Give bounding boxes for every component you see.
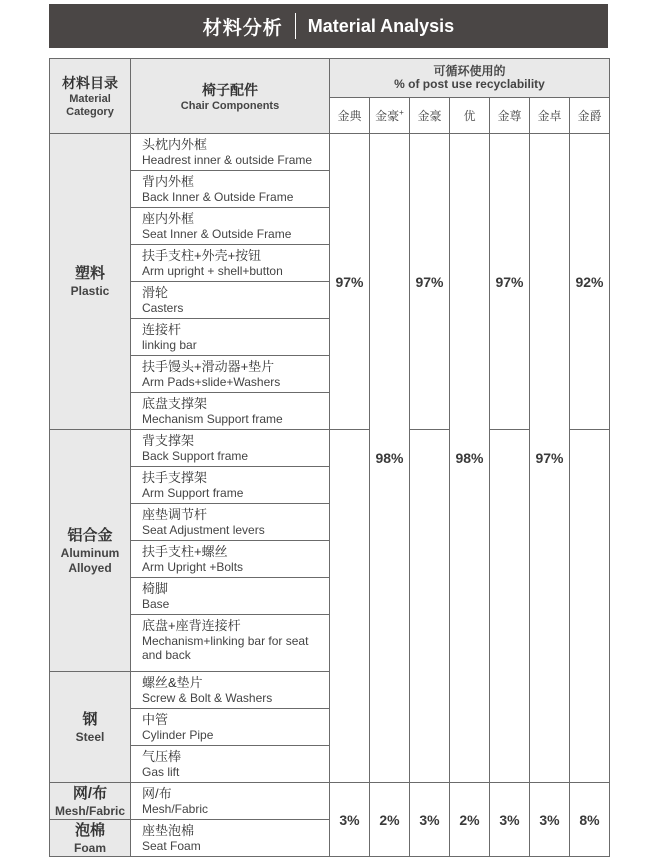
brand-5: 金尊 [490, 98, 530, 134]
component-row [131, 356, 330, 393]
pct2-brand-1: 3% [330, 783, 370, 857]
component-zh: 扶手支柱+外壳+按钮 [142, 248, 262, 263]
component-zh: 气压棒 [142, 749, 182, 764]
component-row [131, 578, 330, 615]
component-en: Arm upright + shell+button [142, 264, 283, 278]
category-foam-zh: 泡棉 [74, 821, 105, 839]
component-en: Seat Foam [142, 839, 201, 853]
pct2-brand-5: 3% [490, 783, 530, 857]
category-aluminum-en-2: Alloyed [68, 560, 112, 575]
category-mesh-en: Mesh/Fabric [54, 803, 126, 818]
header-category-en-2: Category [66, 106, 114, 118]
category-steel-en: Steel [75, 729, 105, 744]
component-en: Mechanism Support frame [142, 412, 283, 426]
component-zh: 背支撑架 [142, 433, 195, 448]
pct2-brand-4: 2% [450, 783, 490, 857]
component-en: and back [142, 648, 191, 662]
component-en: Back Inner & Outside Frame [142, 190, 294, 204]
category-plastic-en: Plastic [70, 284, 110, 298]
component-en: Arm Pads+slide+Washers [142, 375, 281, 389]
component-zh: 连接杆 [142, 322, 182, 337]
category-mesh [50, 783, 131, 820]
header-category [50, 59, 131, 134]
header-recycle-en: % of post use recyclability [394, 77, 545, 91]
header-category-en-1: Material [69, 93, 111, 105]
component-en: Seat Adjustment levers [142, 523, 265, 537]
pct2-brand-2: 2% [370, 783, 410, 857]
header-category-zh: 材料目录 [62, 75, 118, 91]
component-row [131, 430, 330, 467]
component-row [131, 282, 330, 319]
component-en: Arm Upright +Bolts [142, 560, 244, 574]
pct-brand-3: 97% [410, 134, 450, 430]
category-foam-en: Foam [73, 840, 106, 855]
component-row [131, 319, 330, 356]
component-en: linking bar [142, 338, 197, 352]
pct-brand-5: 97% [490, 134, 530, 430]
component-en: Casters [142, 301, 184, 315]
brand-6: 金卓 [530, 98, 570, 134]
title-bar [49, 4, 608, 48]
component-zh: 扶手馒头+滑动器+垫片 [142, 359, 275, 374]
material-analysis-table [49, 58, 610, 857]
pct-brand-1: 97% [330, 134, 370, 430]
category-mesh-zh: 网/布 [72, 784, 108, 802]
pct-brand-2: 98% [370, 134, 410, 783]
category-aluminum-en-1: Aluminum [60, 545, 120, 560]
component-zh: 滑轮 [142, 285, 169, 300]
component-row [131, 504, 330, 541]
component-en: Gas lift [142, 765, 180, 779]
category-plastic-zh: 塑料 [74, 265, 105, 282]
component-zh: 头枕内外框 [142, 137, 208, 152]
component-zh: 座内外框 [142, 211, 195, 226]
component-row [131, 393, 330, 430]
header-recycle-zh: 可循环使用的 [433, 64, 506, 78]
pct-brand-5-cont [490, 430, 530, 783]
pct2-brand-6: 3% [530, 783, 570, 857]
category-plastic [50, 134, 131, 430]
component-zh: 座垫泡棉 [142, 823, 195, 838]
pct-brand-7-cont [570, 430, 610, 783]
pct2-brand-3: 3% [410, 783, 450, 857]
header-recyclability [330, 59, 610, 98]
category-aluminum-zh: 铝合金 [67, 526, 113, 544]
brand-7: 金爵 [570, 98, 610, 134]
brand-2 [370, 98, 410, 134]
pct-brand-1-cont [330, 430, 370, 783]
pct-brand-4: 98% [450, 134, 490, 783]
brand-2-sup: + [399, 108, 404, 117]
pct-brand-7: 92% [570, 134, 610, 430]
component-en: Seat Inner & Outside Frame [142, 227, 292, 241]
brand-1: 金典 [330, 98, 370, 134]
component-zh: 底盘+座背连接杆 [142, 618, 241, 633]
component-en: Cylinder Pipe [142, 728, 214, 742]
brand-2-label: 金豪 [375, 109, 400, 123]
component-en: Screw & Bolt & Washers [142, 691, 273, 705]
component-en: Mesh/Fabric [142, 802, 209, 816]
component-row [131, 467, 330, 504]
title-zh: 材料分析 [202, 17, 283, 39]
component-row [131, 820, 330, 857]
brand-4: 优 [450, 98, 490, 134]
title-en: Material Analysis [307, 15, 455, 36]
component-en: Back Support frame [142, 449, 249, 463]
component-row [131, 134, 330, 171]
pct-brand-3-cont [410, 430, 450, 783]
category-steel-zh: 钢 [82, 710, 98, 728]
pct2-brand-7: 8% [570, 783, 610, 857]
component-zh: 网/布 [142, 786, 172, 801]
component-row [131, 783, 330, 820]
category-steel [50, 672, 131, 783]
component-row [131, 709, 330, 746]
component-zh: 座垫调节杆 [142, 507, 208, 522]
header-component-en: Chair Components [180, 99, 280, 112]
component-zh: 扶手支柱+螺丝 [142, 544, 228, 559]
component-row [131, 208, 330, 245]
component-row [131, 615, 330, 672]
component-zh: 中管 [142, 712, 169, 727]
component-row [131, 541, 330, 578]
category-foam [50, 820, 131, 857]
component-en: Arm Support frame [142, 486, 244, 500]
component-zh: 扶手支撑架 [142, 470, 208, 485]
component-en: Base [142, 597, 170, 611]
component-en: Mechanism+linking bar for seat [142, 634, 309, 648]
category-aluminum [50, 430, 131, 672]
component-zh: 背内外框 [142, 174, 195, 189]
component-row [131, 672, 330, 709]
component-row [131, 245, 330, 282]
title-divider [295, 13, 296, 39]
brand-3: 金豪 [410, 98, 450, 134]
component-zh: 底盘支撑架 [142, 396, 208, 411]
component-zh: 螺丝&垫片 [142, 675, 203, 690]
header-component [131, 59, 330, 134]
component-row [131, 746, 330, 783]
pct-brand-6: 97% [530, 134, 570, 783]
component-zh: 椅脚 [142, 581, 169, 596]
component-en: Headrest inner & outside Frame [142, 153, 313, 167]
component-row [131, 171, 330, 208]
header-component-zh: 椅子配件 [202, 81, 258, 98]
